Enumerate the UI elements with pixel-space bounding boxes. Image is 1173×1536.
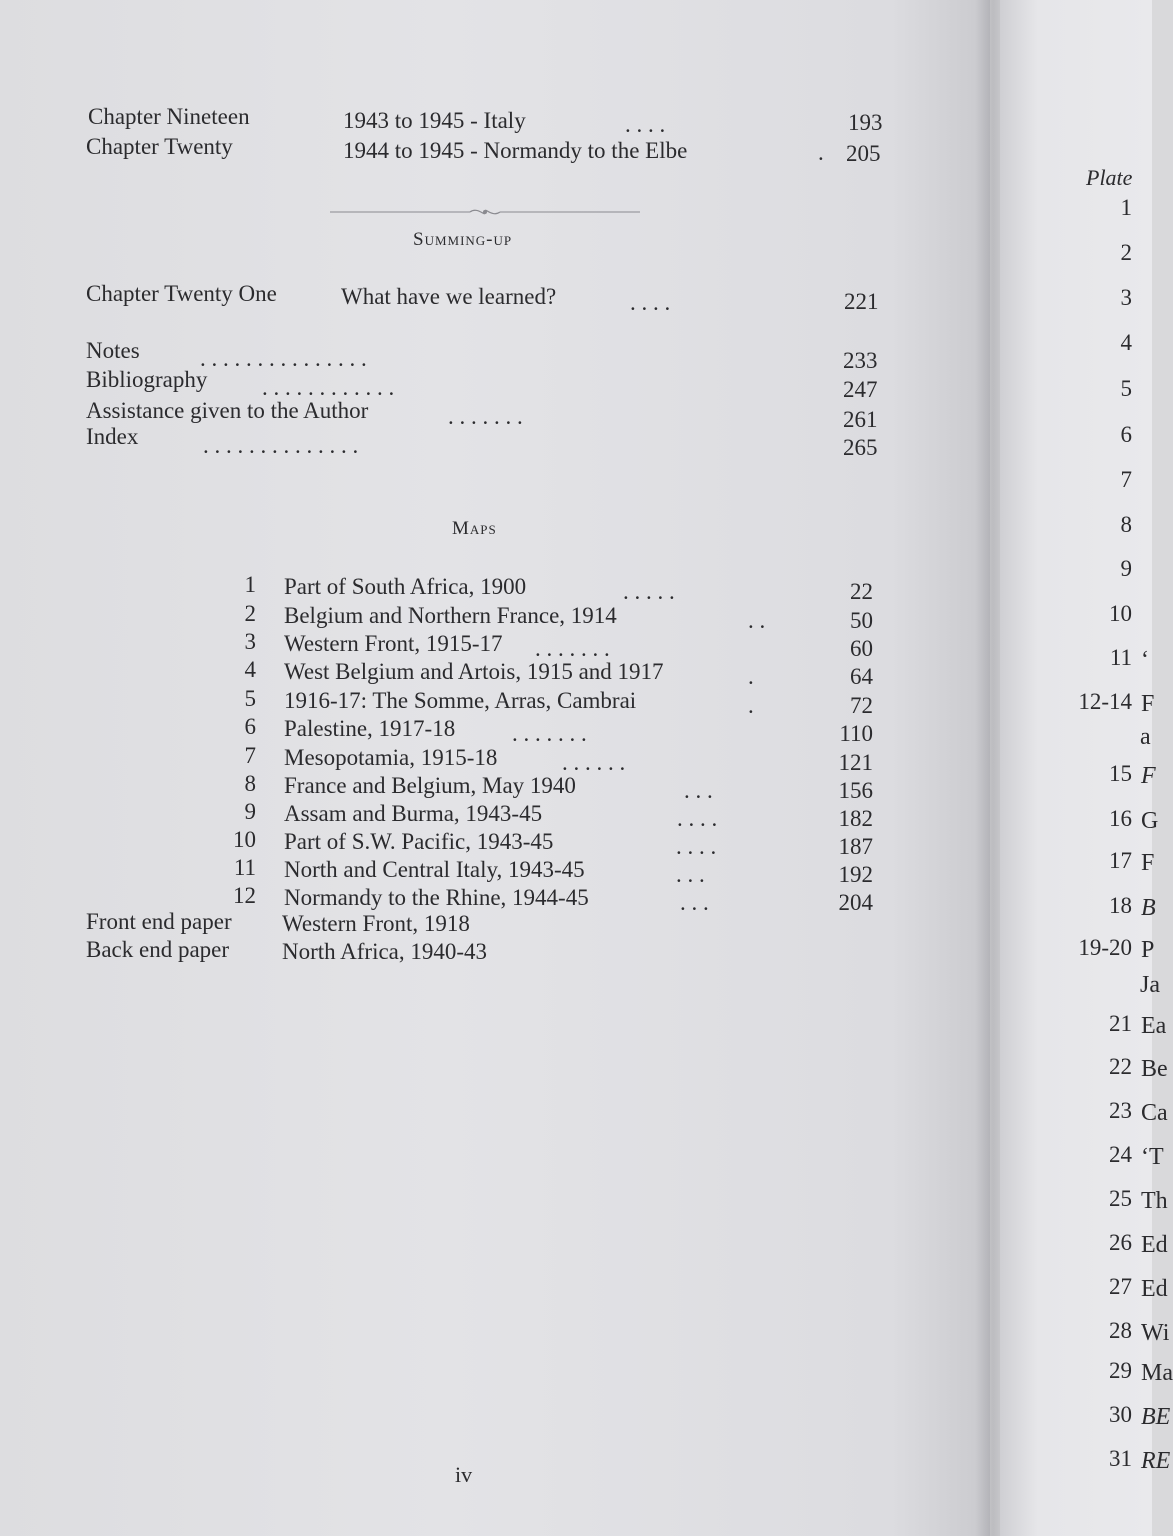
chapter-page: 205 (846, 141, 881, 166)
dot-leader: . . . (676, 862, 705, 887)
dot-leader: . . . . . . . (535, 636, 610, 661)
plate-number: 24 (1109, 1142, 1132, 1167)
plate-title-fragment: RE (1141, 1448, 1171, 1474)
plate-title-fragment: ‘T (1141, 1144, 1164, 1170)
dot-leader: . . (748, 608, 766, 633)
map-title: Part of S.W. Pacific, 1943-45 (284, 829, 554, 854)
map-number: 1 (244, 572, 256, 597)
plate-title-fragment: P (1141, 937, 1155, 963)
section-heading-maps: Maps (452, 518, 497, 539)
plate-number: 18 (1109, 893, 1132, 918)
plate-title-fragment: a (1140, 724, 1151, 750)
dot-leader: . . . (684, 778, 713, 803)
plate-number: 21 (1109, 1011, 1132, 1036)
dot-leader: . . . . (625, 112, 666, 137)
plate-number: 1 (1120, 195, 1132, 220)
plate-number: 10 (1109, 601, 1132, 626)
plate-number: 27 (1109, 1274, 1132, 1299)
map-page: 182 (838, 806, 873, 831)
plate-number: 29 (1109, 1358, 1132, 1383)
plate-title-fragment: Wi (1141, 1320, 1170, 1346)
plate-number: 3 (1120, 285, 1132, 310)
map-page: 204 (838, 890, 873, 915)
map-number: 9 (244, 799, 256, 824)
map-page: 192 (838, 862, 873, 887)
chapter-title: 1944 to 1945 - Normandy to the Elbe (343, 138, 688, 163)
plate-number: 23 (1109, 1098, 1132, 1123)
dot-leader: . . . . . . . (512, 721, 587, 746)
plate-number: 7 (1120, 467, 1132, 492)
plate-number: 9 (1120, 556, 1132, 581)
map-number: 2 (244, 601, 256, 626)
dot-leader: . (748, 664, 754, 689)
end-paper-label: Front end paper (86, 909, 232, 934)
map-page: 121 (838, 750, 873, 775)
map-title: 1916-17: The Somme, Arras, Cambrai (284, 688, 637, 713)
map-number: 4 (244, 657, 256, 682)
dot-leader: . . . . (630, 290, 671, 315)
map-title: Assam and Burma, 1943-45 (284, 801, 543, 826)
dot-leader: . . . . . . . . . . . . (262, 375, 395, 400)
dot-leader: . . . (680, 890, 709, 915)
map-page: 60 (850, 636, 873, 661)
plate-title-fragment: Ea (1141, 1013, 1167, 1039)
back-matter-page: 247 (843, 377, 878, 402)
map-number: 3 (244, 629, 256, 654)
map-number: 7 (244, 743, 256, 768)
map-title: Mesopotamia, 1915-18 (284, 745, 498, 770)
map-page: 110 (839, 721, 873, 746)
plate-number: 12-14 (1078, 689, 1132, 714)
map-page: 50 (850, 608, 873, 633)
plate-heading: Plate (1086, 165, 1133, 190)
map-page: 22 (850, 579, 873, 604)
map-page: 187 (838, 834, 873, 859)
plate-number: 16 (1109, 806, 1132, 831)
plate-number: 19-20 (1078, 935, 1132, 960)
back-matter-title: Assistance given to the Author (86, 398, 369, 423)
chapter-label: Chapter Twenty One (86, 281, 277, 306)
section-heading-summing-up: Summing-up (413, 229, 513, 250)
plate-title-fragment: Ed (1141, 1276, 1168, 1302)
back-matter-page: 265 (843, 435, 878, 460)
dot-leader: . . . . (677, 806, 718, 831)
plate-title-fragment: F (1141, 763, 1156, 789)
map-page: 156 (838, 778, 873, 803)
chapter-label: Chapter Twenty (86, 134, 233, 159)
map-number: 5 (244, 686, 256, 711)
back-matter-page: 233 (843, 348, 878, 373)
chapter-label: Chapter Nineteen (88, 104, 250, 129)
plate-number: 8 (1120, 512, 1132, 537)
dot-leader: . . . . . . (562, 750, 626, 775)
end-paper-title: Western Front, 1918 (282, 911, 470, 936)
map-title: North and Central Italy, 1943-45 (284, 857, 585, 882)
plate-number: 17 (1109, 848, 1132, 873)
plate-title-fragment: B (1141, 895, 1156, 921)
plate-number: 15 (1109, 761, 1132, 786)
map-number: 10 (233, 827, 256, 852)
dot-leader: . . . . (676, 834, 717, 859)
plate-number: 6 (1120, 422, 1132, 447)
right-page (1000, 0, 1173, 1536)
dot-leader: . . . . . (623, 579, 675, 604)
map-number: 12 (233, 883, 256, 908)
plate-number: 28 (1109, 1318, 1132, 1343)
map-title: Western Front, 1915-17 (284, 631, 503, 656)
chapter-page: 221 (844, 289, 879, 314)
plate-number: 4 (1120, 330, 1132, 355)
map-number: 11 (233, 855, 256, 880)
dot-leader: . (818, 140, 824, 165)
plate-title-fragment: Th (1141, 1188, 1168, 1214)
map-title: Belgium and Northern France, 1914 (284, 603, 617, 628)
map-number: 6 (244, 714, 256, 739)
plate-number: 22 (1109, 1054, 1132, 1079)
page-number: iv (455, 1462, 473, 1487)
plate-title-fragment: Ed (1141, 1232, 1168, 1258)
plate-title-fragment: Be (1141, 1056, 1168, 1082)
plate-number: 30 (1109, 1402, 1132, 1427)
map-page: 64 (850, 664, 873, 689)
chapter-page: 193 (848, 110, 883, 135)
plate-title-fragment: G (1141, 808, 1159, 834)
plate-number: 11 (1109, 645, 1132, 670)
map-title: France and Belgium, May 1940 (284, 773, 576, 798)
back-matter-page: 261 (843, 407, 878, 432)
end-paper-title: North Africa, 1940-43 (282, 939, 488, 964)
plate-title-fragment: Ja (1140, 972, 1160, 998)
dot-leader: . . . . . . . . . . . . . . . (200, 346, 367, 371)
back-matter-title: Bibliography (86, 367, 208, 392)
dot-leader: . (748, 693, 754, 718)
end-paper-label: Back end paper (86, 937, 230, 962)
plate-number: 31 (1109, 1446, 1132, 1471)
map-title: Palestine, 1917-18 (284, 716, 456, 741)
map-title: Normandy to the Rhine, 1944-45 (284, 885, 589, 910)
dot-leader: . . . . . . . (448, 404, 523, 429)
plate-title-fragment: F (1141, 850, 1155, 876)
map-number: 8 (244, 771, 256, 796)
map-title: Part of South Africa, 1900 (284, 574, 527, 599)
plate-number: 26 (1109, 1230, 1132, 1255)
plate-title-fragment: F (1141, 691, 1155, 717)
plate-number: 5 (1120, 376, 1132, 401)
plate-title-fragment: BE (1141, 1404, 1171, 1430)
map-title: West Belgium and Artois, 1915 and 1917 (284, 659, 664, 684)
plate-number: 2 (1120, 240, 1132, 265)
plate-title-fragment: ‘ (1141, 647, 1149, 673)
ornament-divider (330, 205, 640, 219)
plate-title-fragment: Ma (1141, 1360, 1173, 1386)
plate-title-fragment: Ca (1141, 1100, 1168, 1126)
back-matter-title: Notes (86, 338, 140, 363)
dot-leader: . . . . . . . . . . . . . . (203, 433, 359, 458)
chapter-title: What have we learned? (341, 284, 557, 309)
back-matter-title: Index (86, 424, 139, 449)
chapter-title: 1943 to 1945 - Italy (343, 108, 526, 133)
plate-number: 25 (1109, 1186, 1132, 1211)
map-page: 72 (850, 693, 873, 718)
